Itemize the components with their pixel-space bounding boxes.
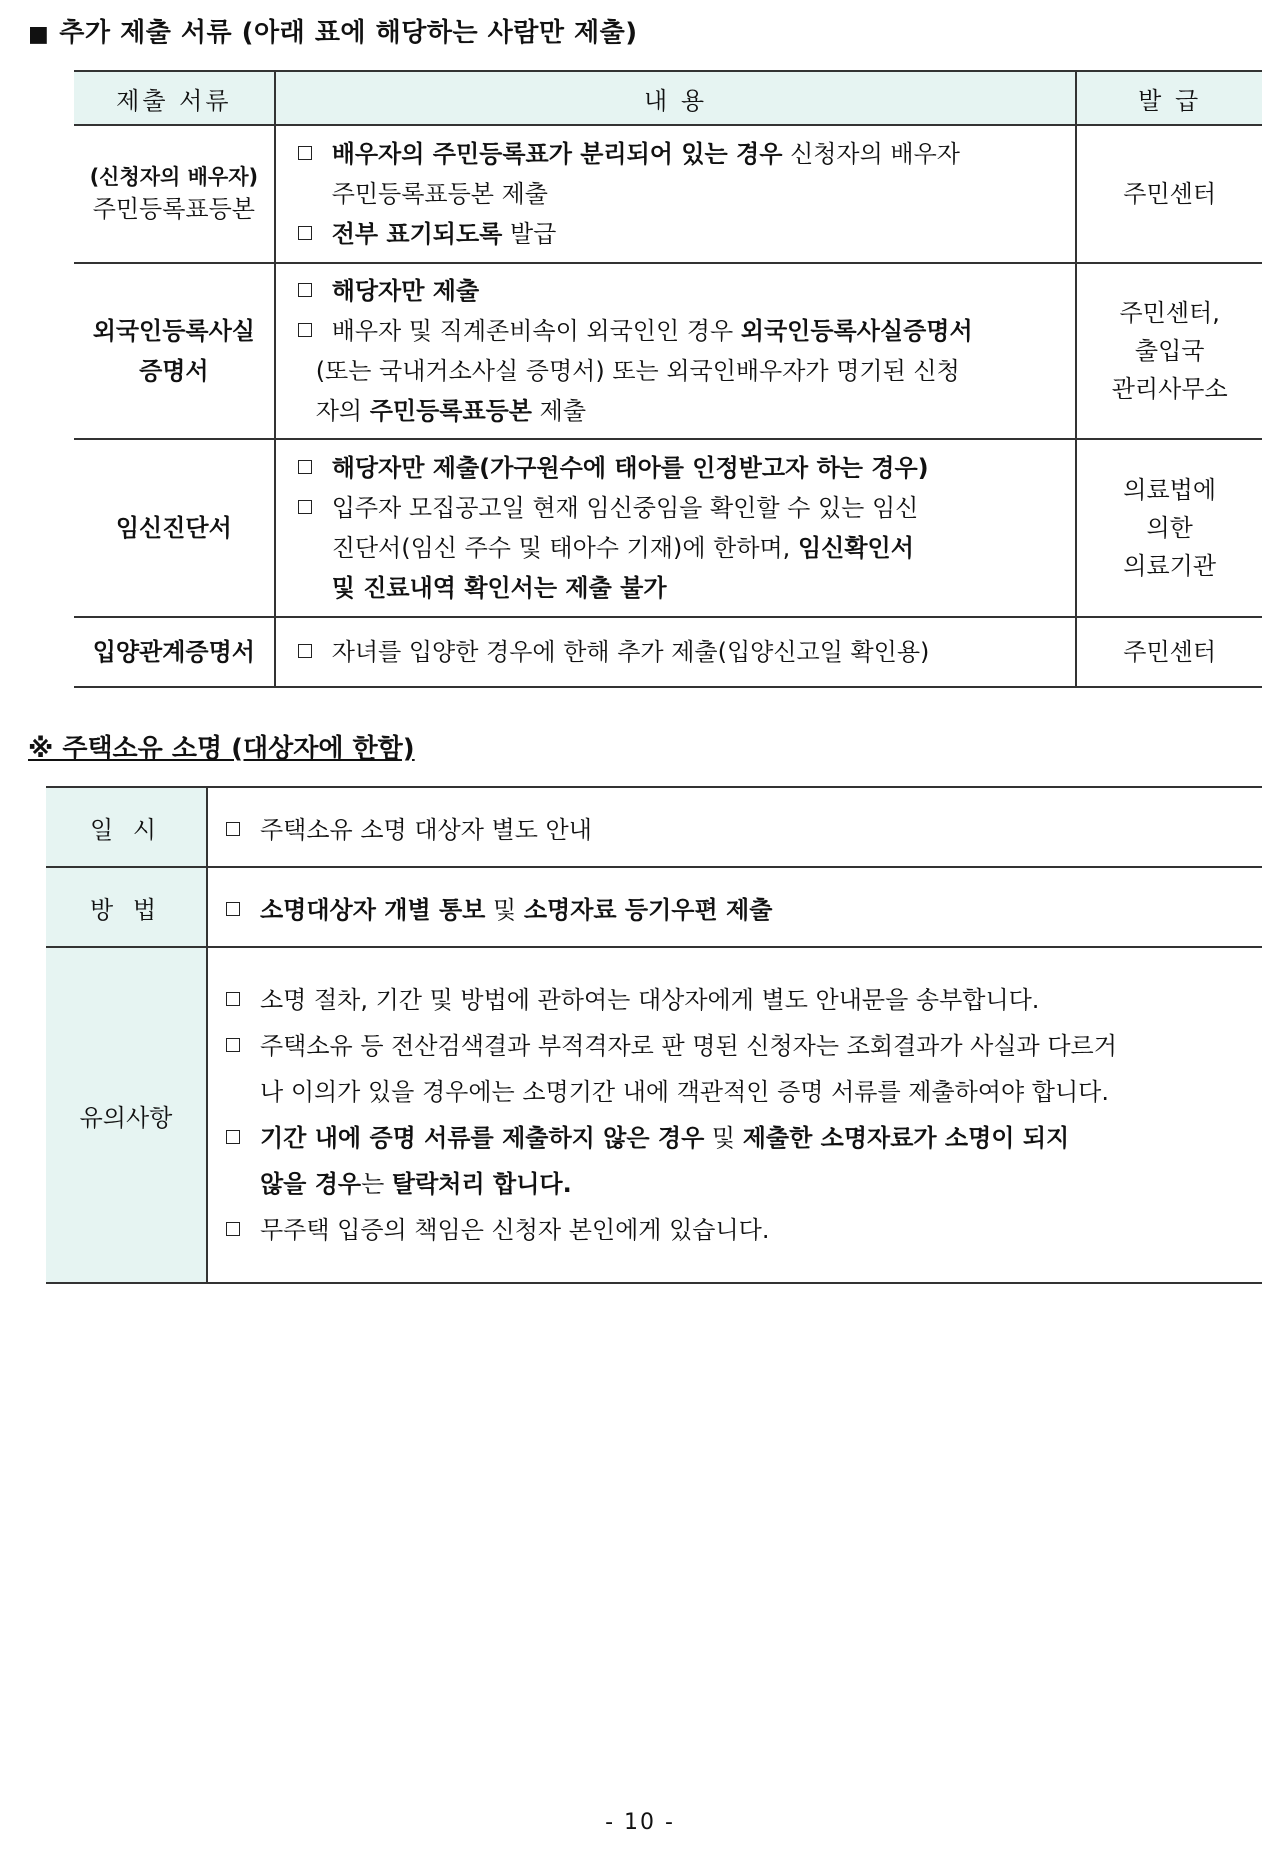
- table-row: [74, 617, 1262, 687]
- doc-cell: (신청자의 배우자) 주민등록표등본: [74, 125, 275, 263]
- row-label: 방 법: [46, 867, 207, 947]
- square-bullet-icon: ■: [28, 22, 50, 47]
- housing-ownership-table: [46, 786, 1262, 1284]
- doc-cell: 입양관계증명서: [74, 617, 275, 687]
- table-header-row: [74, 71, 1262, 125]
- checkbox-icon: [226, 1222, 240, 1236]
- checkbox-icon: [226, 902, 240, 916]
- row-content: 소명 절차, 기간 및 방법에 관하여는 대상자에게 별도 안내문을 송부합니다. 주택소유 등 전산검색결과 부적격자로 판 명된 신청자는 조회결과가 사실과 다르거 나 이의가 있을 경우에는 소명기간 내에 객관적인 증명 서류를 제출하여야 합니다. 기간 내에 증명 서류를 제출하지 않은 경우 및 제출한 소명자료가 소명이 되지 않을 경우는 탈락처리 합니다. 무주택 입증의 책임은 신청자 본인에게 있습니다.: [207, 947, 1262, 1283]
- table-row: [74, 439, 1262, 617]
- table-row: [46, 787, 1262, 867]
- section2-title: ※ 주택소유 소명 (대상자에 한함): [28, 734, 415, 764]
- content-cell: 해당자만 제출(가구원수에 태아를 인정받고자 하는 경우) 입주자 모집공고일 현재 임신중임을 확인할 수 있는 임신 진단서(임신 주수 및 태아수 기재)에 한하며, 임신확인서 및 진료내역 확인서는 제출 불가: [275, 439, 1077, 617]
- checkbox-icon: [298, 323, 312, 337]
- header-doc: 제출 서류: [74, 71, 275, 125]
- table-row: [74, 263, 1262, 439]
- page-number: - 10 -: [605, 1810, 675, 1835]
- checkbox-icon: [298, 500, 312, 514]
- content-cell: 자녀를 입양한 경우에 한해 추가 제출(입양신고일 확인용): [275, 617, 1077, 687]
- checkbox-icon: [226, 1038, 240, 1052]
- content-cell: 해당자만 제출 배우자 및 직계존비속이 외국인인 경우 외국인등록사실증명서 (또는 국내거소사실 증명서) 또는 외국인배우자가 명기된 신청 자의 주민등록표등본 제출: [275, 263, 1077, 439]
- checkbox-icon: [226, 1130, 240, 1144]
- checkbox-icon: [226, 992, 240, 1006]
- checkbox-icon: [226, 822, 240, 836]
- header-content: 내 용: [275, 71, 1077, 125]
- issuer-cell: 의료법에 의한 의료기관: [1076, 439, 1262, 617]
- row-content: 소명대상자 개별 통보 및 소명자료 등기우편 제출: [207, 867, 1262, 947]
- doc-cell: 임신진단서: [74, 439, 275, 617]
- issuer-cell: 주민센터: [1076, 125, 1262, 263]
- issuer-cell: 주민센터: [1076, 617, 1262, 687]
- row-label: 유의사항: [46, 947, 207, 1283]
- row-content: 주택소유 소명 대상자 별도 안내: [207, 787, 1262, 867]
- content-cell: 배우자의 주민등록표가 분리되어 있는 경우 신청자의 배우자 주민등록표등본 제출 전부 표기되도록 발급: [275, 125, 1077, 263]
- additional-documents-table: [74, 70, 1262, 688]
- header-issuer: 발 급: [1076, 71, 1262, 125]
- checkbox-icon: [298, 283, 312, 297]
- table-row: [46, 947, 1262, 1283]
- checkbox-icon: [298, 146, 312, 160]
- doc-cell: 외국인등록사실 증명서: [74, 263, 275, 439]
- table-row: [46, 867, 1262, 947]
- checkbox-icon: [298, 644, 312, 658]
- checkbox-icon: [298, 226, 312, 240]
- section1-title: ■ 추가 제출 서류 (아래 표에 해당하는 사람만 제출): [28, 18, 638, 48]
- row-label: 일 시: [46, 787, 207, 867]
- issuer-cell: 주민센터, 출입국 관리사무소: [1076, 263, 1262, 439]
- table-row: [74, 125, 1262, 263]
- checkbox-icon: [298, 460, 312, 474]
